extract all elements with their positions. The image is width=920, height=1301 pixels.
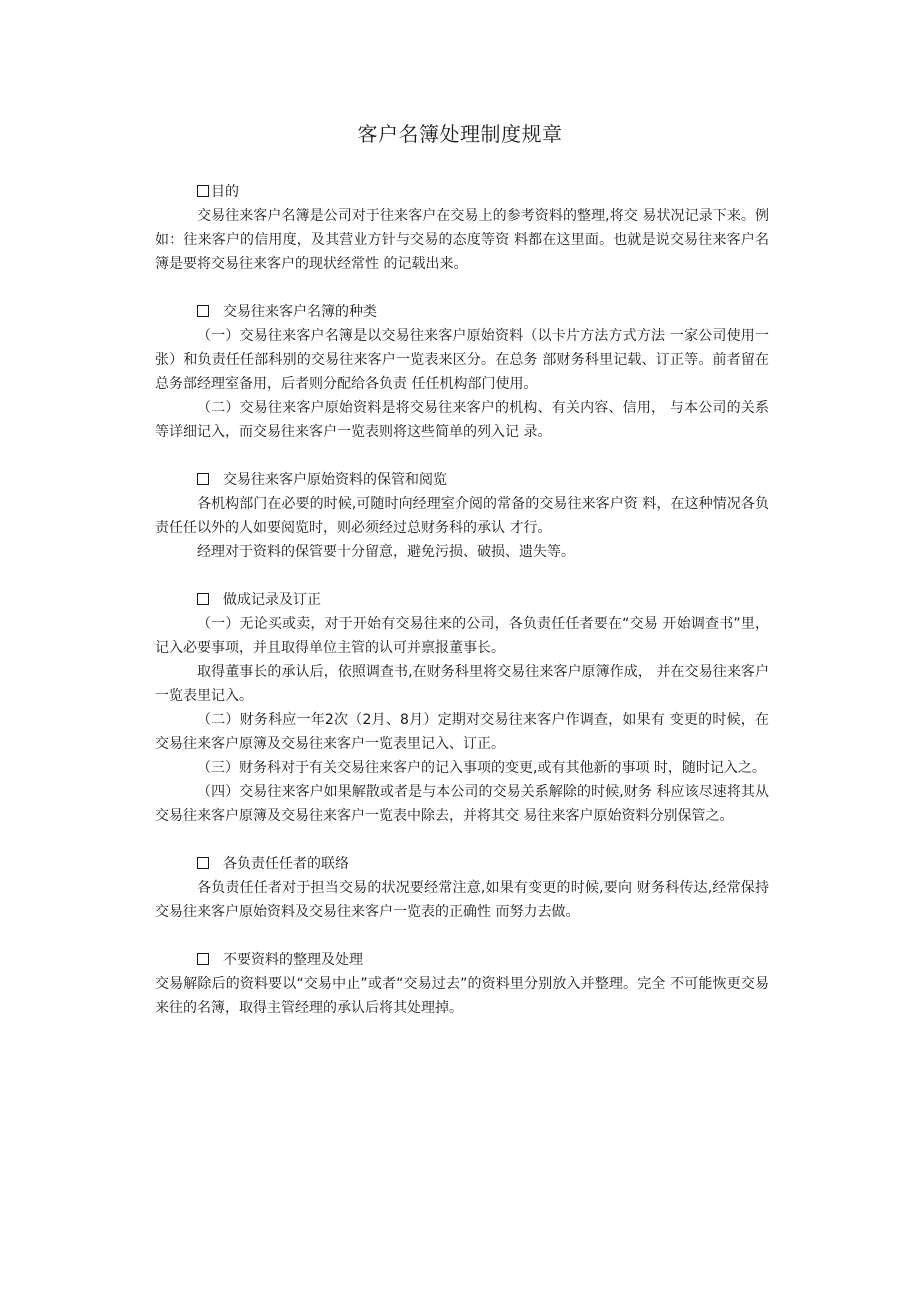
document-body: [155, 180, 769, 1044]
paragraph: （三）财务科对于有关交易往来客户的记入事项的变更,或有其他新的事项 时，随时记入之。: [197, 760, 766, 776]
section-heading: [155, 468, 769, 492]
checkbox-icon: [197, 185, 209, 197]
section-heading-text: 各负责任任者的联络: [223, 856, 349, 872]
checkbox-icon: [197, 857, 209, 869]
checkbox-icon: [197, 473, 209, 485]
paragraph: 取得董事长的承认后，依照调查书,在财务科里将交易往来客户原簿作成， 并在交易往来客户一览表里记入。: [155, 664, 769, 704]
section-purpose: [155, 180, 769, 276]
paragraph: （二）财务科应一年2次（2月、8月）定期对交易往来客户作调查，如果有 变更的时候，在交易往来客户原簿及交易往来客户一览表里记入、订正。: [155, 712, 769, 752]
section-types: [155, 300, 769, 444]
paragraph: （四）交易往来客户如果解散或者是与本公司的交易关系解除的时候,财务 科应该尽速将其从交易往来客户原簿及交易往来客户一览表中除去，并将其交 易往来客户原始资料分别保管之。: [155, 784, 769, 824]
section-heading-text: 交易往来客户原始资料的保管和阅览: [223, 472, 447, 488]
section-records: [155, 588, 769, 828]
section-heading: [155, 588, 769, 612]
section-contact: [155, 852, 769, 924]
section-heading: [155, 948, 769, 972]
paragraph: （一）交易往来客户名簿是以交易往来客户原始资料（以卡片方法方式方法 一家公司使用一张）和负责任任部科别的交易往来客户一览表来区分。在总务 部财务科里记载、订正等。前者留在总务部经理室备用，后者则分配给各负责 任任机构部门使用。: [155, 328, 769, 392]
section-heading-text: 目的: [211, 184, 239, 200]
paragraph: 经理对于资料的保管要十分留意，避免污损、破损、遗失等。: [197, 544, 575, 560]
section-heading-text: 不要资料的整理及处理: [223, 952, 363, 968]
checkbox-icon: [197, 305, 209, 317]
section-heading: [155, 180, 769, 204]
paragraph: 各机构部门在必要的时候,可随时向经理室介阅的常备的交易往来客户资 料，在这种情况各负责任任以外的人如要阅览时，则必须经过总财务科的承认 才行。: [155, 496, 769, 536]
paragraph: 交易解除后的资料要以“交易中止”或者“交易过去”的资料里分别放入并整理。完全 不可能恢更交易来往的名簿，取得主管经理的承认后将其处理掉。: [155, 976, 769, 1016]
checkbox-icon: [197, 953, 209, 965]
section-disposal: [155, 948, 769, 1020]
checkbox-icon: [197, 593, 209, 605]
paragraph: 各负责任任者对于担当交易的状况要经常注意,如果有变更的时候,要向 财务科传达,经常保持交易往来客户原始资料及交易往来客户一览表的正确性 而努力去做。: [155, 880, 769, 920]
paragraph: （一）无论买或卖，对于开始有交易往来的公司，各负责任任者要在“交易 开始调查书”里，记入必要事项，并且取得单位主管的认可并禀报董事长。: [155, 616, 769, 656]
section-heading: [155, 852, 769, 876]
section-heading: [155, 300, 769, 324]
paragraph: （二）交易往来客户原始资料是将交易往来客户的机构、有关内容、信用， 与本公司的关系等详细记入，而交易往来客户一览表则将这些简单的列入记 录。: [155, 400, 769, 440]
section-heading-text: 做成记录及订正: [223, 592, 321, 608]
paragraph: 交易往来客户名簿是公司对于往来客户在交易上的参考资料的整理,将交 易状况记录下来。例如：往来客户的信用度，及其营业方针与交易的态度等资 料都在这里面。也就是说交易往来客户名簿是要将交易往来客户的现状经常性 的记载出来。: [155, 208, 769, 272]
section-heading-text: 交易往来客户名簿的种类: [223, 304, 377, 320]
section-storage: [155, 468, 769, 564]
document-title: 客户名簿处理制度规章: [357, 122, 563, 146]
